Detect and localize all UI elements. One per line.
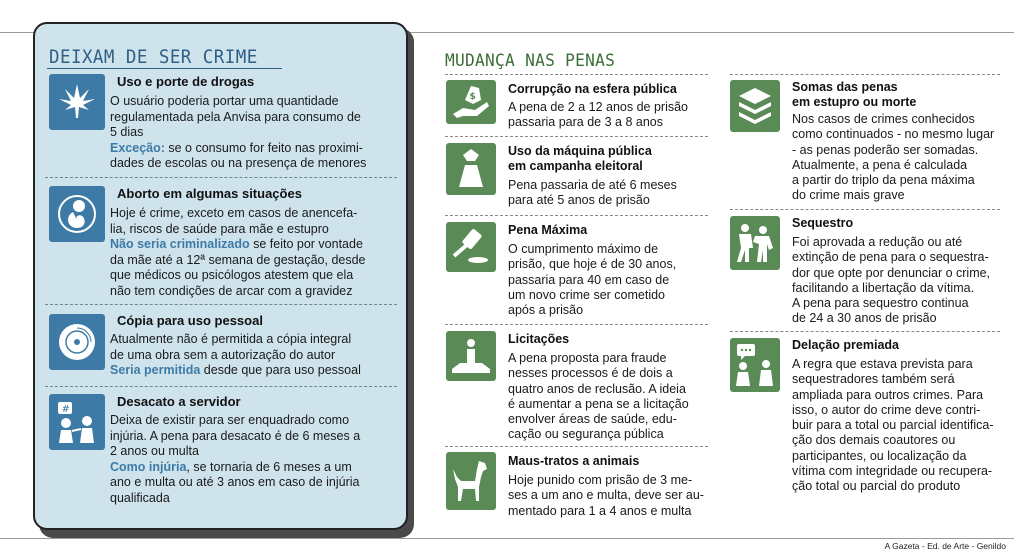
- body-line: ampliada para outros crimes. Para: [792, 387, 984, 402]
- section-body: [110, 413, 395, 506]
- heading-line: em campanha eleitoral: [508, 159, 643, 173]
- body-line: se feito por vontade: [249, 237, 363, 251]
- section-heading: Desacato a servidor: [117, 394, 241, 409]
- item-body: [792, 112, 994, 204]
- body-line: Hoje é crime, exceto em casos de anencefa-: [110, 206, 358, 220]
- title-underline: [47, 68, 282, 69]
- item-body: [508, 351, 689, 443]
- body-line: da mãe até a 12ª semana de gestação, desde: [110, 252, 366, 267]
- body-line: prisão, que hoje é de 30 anos,: [508, 257, 677, 272]
- item-body: [792, 235, 990, 327]
- body-line: regulamentada pela Anvisa para consumo de: [110, 109, 361, 124]
- item-body: [508, 100, 688, 131]
- section-heading: Aborto em algumas situações: [117, 186, 302, 201]
- section-body: [110, 94, 395, 172]
- item-heading: Sequestro: [792, 216, 854, 230]
- body-line: A pena para sequestro continua: [792, 296, 969, 311]
- fetus-icon: [49, 186, 105, 242]
- item-heading: Maus-tratos a animais: [508, 454, 640, 468]
- body-line: Pena passaria de até 6 meses: [508, 178, 677, 192]
- highlight-text: Como injúria: [110, 459, 187, 474]
- disc-icon: [49, 314, 105, 370]
- body-line: injúria. A pena para desacato é de 6 meses a: [110, 428, 361, 443]
- left-card-title: DEIXAM DE SER CRIME: [49, 46, 258, 68]
- section-divider: [45, 177, 397, 178]
- body-line: ano e multa ou até 3 anos em caso de injúria: [110, 475, 360, 489]
- item-heading: Pena Máxima: [508, 223, 588, 237]
- item-heading: Licitações: [508, 332, 570, 346]
- body-line: lia, riscos de saúde para mãe e estupro: [110, 221, 329, 236]
- body-line: quatro anos de reclusão. A ideia: [508, 381, 686, 396]
- body-line: como continuados - no mesmo lugar: [792, 127, 995, 142]
- item-heading: [792, 80, 916, 110]
- body-line: é aumentar a pena se a licitação: [508, 396, 689, 411]
- body-line: participantes, ou localização da: [792, 448, 967, 463]
- body-line: isso, o autor do crime deve contri-: [792, 402, 981, 417]
- cannabis-leaf-icon: [49, 74, 105, 130]
- item-divider: [445, 136, 708, 137]
- person-hands-icon: [446, 331, 496, 381]
- body-line: dades de escolas ou na presença de menores: [110, 156, 367, 170]
- body-line: ses a um ano e multa, deve ser au-: [508, 488, 704, 503]
- body-line: buir para a total ou parcial identifica-: [792, 418, 994, 433]
- svg-text:$: $: [469, 92, 476, 102]
- body-line: O usuário poderia portar uma quantidade: [110, 94, 339, 108]
- body-line: A pena proposta para fraude: [508, 351, 667, 365]
- body-line: nesses processos é de dois a: [508, 366, 673, 381]
- highlight-text: Seria permitida: [110, 363, 201, 377]
- section-heading: Uso e porte de drogas: [117, 74, 255, 89]
- gavel-icon: [446, 222, 496, 272]
- item-divider: [445, 74, 708, 75]
- item-body: [508, 178, 677, 209]
- section-body: [110, 206, 395, 299]
- highlight-text: Exceção:: [110, 140, 165, 155]
- body-line: ção dos demais coautores ou: [792, 433, 956, 448]
- body-line: 5 dias: [110, 125, 144, 139]
- money-bag-hand-icon: [446, 80, 496, 124]
- item-divider: [730, 331, 1000, 332]
- item-divider: [730, 74, 1000, 75]
- body-line: passaria para de 3 a 8 anos: [508, 115, 663, 130]
- stacked-layers-icon: [730, 80, 780, 132]
- body-line: vítima com integridade ou recupera-: [792, 464, 993, 479]
- body-line: de uma obra sem a autorização do autor: [110, 347, 336, 362]
- credit-line: A Gazeta - Ed. de Arte - Genildo: [884, 541, 1006, 551]
- kidnapping-icon: [730, 216, 780, 270]
- body-line: sequestradores também será: [792, 372, 955, 387]
- body-line: O cumprimento máximo de: [508, 242, 659, 256]
- bottom-rule: [0, 538, 1014, 539]
- item-divider: [445, 446, 708, 447]
- item-divider: [730, 209, 1000, 210]
- heading-line: Somas das penas: [792, 80, 898, 94]
- body-line: , se tornaria de 6 meses a um: [186, 459, 352, 474]
- item-divider: [445, 324, 708, 325]
- right-panel-title: MUDANÇA NAS PENAS: [445, 51, 616, 71]
- body-line: A regra que estava prevista para: [792, 357, 973, 371]
- ballot-icon: [446, 143, 496, 195]
- body-line: Deixa de existir para ser enquadrado como: [110, 413, 350, 427]
- section-divider: [45, 386, 397, 387]
- item-heading: [508, 144, 652, 174]
- dog-icon: [446, 452, 496, 510]
- item-heading: Delação premiada: [792, 338, 899, 352]
- heading-line: Uso da máquina pública: [508, 144, 652, 158]
- section-divider: [45, 304, 397, 305]
- body-line: cação ou segurança pública: [508, 427, 664, 442]
- item-divider: [445, 215, 708, 216]
- body-line: envolver áreas de saúde, edu-: [508, 412, 677, 427]
- body-line: não tem condições de arcar com a gravidez: [110, 283, 353, 298]
- body-line: Hoje punido com prisão de 3 me-: [508, 473, 693, 487]
- body-line: que médicos ou psicólogos atestem que ela: [110, 268, 354, 282]
- item-body: [792, 357, 994, 495]
- body-line: Atualmente não é permitida a cópia integral: [110, 332, 352, 346]
- item-heading: Corrupção na esfera pública: [508, 82, 677, 96]
- body-line: Nos casos de crimes conhecidos: [792, 112, 975, 126]
- body-line: mentado para 1 a 4 anos e multa: [508, 503, 692, 518]
- section-heading: Cópia para uso pessoal: [117, 313, 263, 328]
- body-line: para até 5 anos de prisão: [508, 193, 650, 208]
- body-line: Foi aprovada a redução ou até: [792, 235, 963, 249]
- body-line: de 24 a 30 anos de prisão: [792, 311, 937, 326]
- argument-icon: [49, 394, 105, 450]
- conversation-icon: [730, 338, 780, 392]
- body-line: um novo crime ser cometido: [508, 287, 666, 302]
- section-body: [110, 332, 395, 379]
- item-body: [508, 473, 704, 519]
- body-line: após a prisão: [508, 303, 584, 318]
- body-line: do crime mais grave: [792, 188, 905, 203]
- body-line: passaria para 40 em caso de: [508, 272, 670, 287]
- body-line: extinção de pena para o sequestra-: [792, 250, 989, 265]
- body-line: se o consumo for feito nas proximi-: [164, 140, 363, 155]
- body-line: - as penas poderão ser somadas.: [792, 142, 979, 157]
- body-line: qualificada: [110, 490, 170, 505]
- item-body: [508, 242, 676, 318]
- svg-text:#: #: [61, 404, 70, 415]
- body-line: 2 anos ou multa: [110, 444, 199, 458]
- highlight-text: Não seria criminalizado: [110, 237, 250, 251]
- heading-line: em estupro ou morte: [792, 95, 917, 109]
- body-line: Atualmente, a pena é calculada: [792, 157, 968, 172]
- body-line: desde que para uso pessoal: [200, 363, 361, 377]
- body-line: A pena de 2 a 12 anos de prisão: [508, 100, 689, 114]
- body-line: ção total ou parcial do produto: [792, 479, 961, 494]
- left-card: [33, 22, 408, 530]
- body-line: a partir do triplo da pena máxima: [792, 173, 975, 188]
- body-line: dor que opte por denunciar o crime,: [792, 265, 991, 280]
- body-line: facilitando a libertação da vítima.: [792, 280, 975, 295]
